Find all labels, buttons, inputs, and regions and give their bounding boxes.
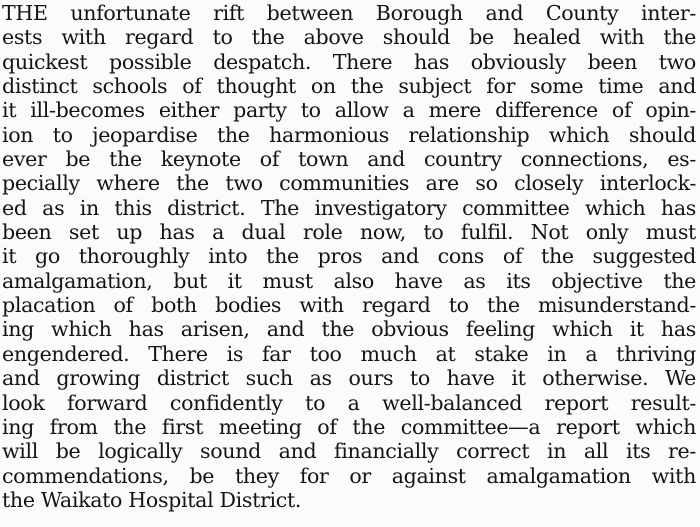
- article-line: placation of both bodies with regard to the misunderstand-: [2, 293, 696, 318]
- article-line: been set up has a dual role now, to fulfil. Not only must: [2, 220, 696, 245]
- article-line: quickest possible despatch. There has obviously been two: [2, 49, 696, 74]
- article-line: it ill-becomes either party to allow a mere difference of opin-: [2, 98, 696, 123]
- article-line: it go thoroughly into the pros and cons of the suggested: [2, 244, 696, 269]
- article-line: THE unfortunate rift between Borough and County inter-: [2, 1, 696, 25]
- article-line: ever be the keynote of town and country connections, es-: [2, 147, 696, 172]
- article-line: look forward confidently to a well-balanced report result-: [2, 390, 696, 415]
- article-line: ests with regard to the above should be healed with the: [2, 25, 696, 50]
- article-line: commendations, be they for or against amalgamation with: [2, 463, 696, 488]
- article-line: distinct schools of thought on the subject for some time and: [2, 74, 696, 99]
- article-line: pecially where the two communities are so closely interlock-: [2, 171, 696, 196]
- article-line: ion to jeopardise the harmonious relationship which should: [2, 122, 696, 147]
- article-line: the Waikato Hospital District.: [2, 487, 302, 512]
- article-line: engendered. There is far too much at stake in a thriving: [2, 341, 696, 366]
- article-line: ing from the first meeting of the committee—a report which: [2, 414, 696, 439]
- article-line: ed as in this district. The investigatory committee which has: [2, 195, 696, 220]
- article-line: and growing district such as ours to have it otherwise. We: [2, 366, 696, 391]
- article-line: amalgamation, but it must also have as its objective the: [2, 268, 696, 293]
- article-line: ing which has arisen, and the obvious feeling which it has: [2, 317, 696, 342]
- article-line: will be logically sound and financially correct in all its re-: [2, 439, 696, 464]
- article-body: [2, 1, 696, 512]
